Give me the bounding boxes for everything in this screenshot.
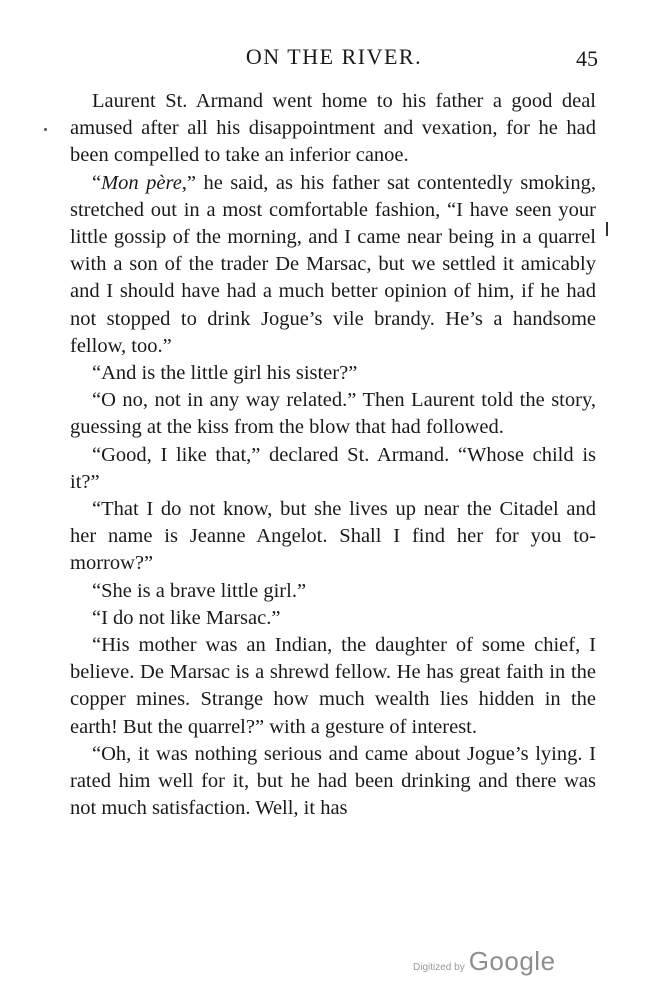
paragraph: Laurent St. Armand went home to his father a good deal amused after all his disappointment and vexation, for he had been compelled to take an inferior canoe. [70, 90, 596, 167]
margin-mark [44, 128, 47, 131]
paragraph: “That I do not know, but she lives up near the Citadel and her name is Jeanne Angelot. Shall I find her for you to-morrow?” [70, 498, 596, 575]
body-text [70, 88, 596, 822]
paragraph: “I do not like Marsac.” [92, 606, 281, 629]
paragraph: “O no, not in any way related.” Then Laurent told the story, guessing at the kiss from the blow that had followed. [70, 389, 596, 439]
page-header [70, 44, 598, 78]
italic-phrase: Mon père [101, 171, 182, 194]
margin-mark [606, 222, 608, 236]
running-head: ON THE RIVER. [245, 44, 423, 69]
paragraph: “And is the little girl his sister?” [92, 362, 358, 385]
google-logo: Google [468, 946, 556, 976]
paragraph: “Oh, it was nothing serious and came about Jogue’s lying. I rated him well for it, but he had been drinking and there was not much satisfaction. Well, it has [70, 742, 596, 820]
paragraph: “His mother was an Indian, the daughter of some chief, I believe. De Marsac is a shrewd fellow. He has great faith in the copper mines. Strange how much wealth lies hidden in the earth! But the quarrel?” with a gesture of interest. [70, 634, 596, 738]
paragraph: “She is a brave little girl.” [92, 579, 307, 602]
digitized-watermark [413, 946, 556, 977]
paragraph: “Mon père,” he said, as his father sat contentedly smoking, stretched out in a most comfortable fashion, “I have seen your little gossip of the morning, and I came near being in a quarrel with a son of the trader De Marsac, but we settled it amicably and I should have had a much better opinion of him, if he had not stopped to drink Jogue’s vile brandy. He’s a handsome fellow, too.” [70, 171, 596, 357]
watermark-prefix: Digitized by [413, 962, 465, 973]
page-number: 45 [576, 46, 598, 71]
paragraph: “Good, I like that,” declared St. Armand. “Whose child is it?” [70, 443, 596, 493]
